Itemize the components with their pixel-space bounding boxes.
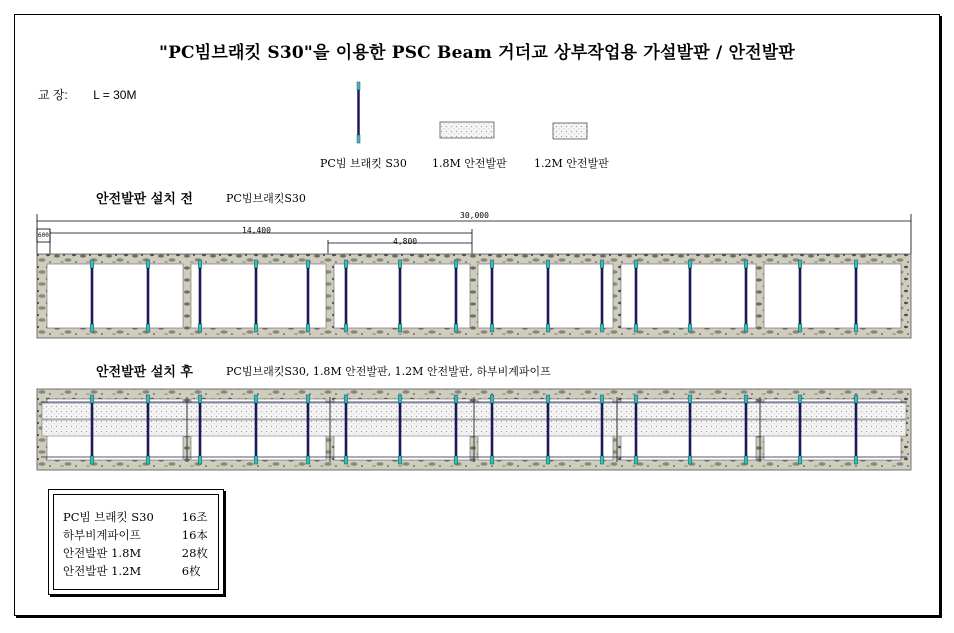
bracket-cap: [688, 324, 692, 332]
girder-opening: [47, 264, 183, 328]
bracket-cap: [198, 260, 202, 268]
bracket-cap: [146, 324, 150, 332]
bracket-cap: [634, 260, 638, 268]
bracket-cap: [854, 395, 858, 403]
bracket-cap: [90, 324, 94, 332]
qty-item: 안전발판 1.8M: [63, 546, 142, 560]
bracket-cap: [254, 324, 258, 332]
bracket-cap: [798, 260, 802, 268]
drawing-title: "PC빔브래킷 S30"을 이용한 PSC Beam 거더교 상부작업용 가설발판 / 안전발판: [159, 43, 795, 63]
bracket-cap: [744, 324, 748, 332]
legend-platform-12-icon: [553, 123, 587, 139]
bracket-cap: [254, 260, 258, 268]
bracket-cap: [90, 260, 94, 268]
bracket-cap: [306, 395, 310, 403]
after-items: PC빔브래킷S30, 1.8M 안전발판, 1.2M 안전발판, 하부비계파이프: [226, 365, 551, 378]
bracket-cap: [634, 395, 638, 403]
qty-item: PC빔 브래킷 S30: [63, 510, 154, 524]
legend-platform-18-label: 1.8M 안전발판: [432, 157, 507, 170]
bracket-cap: [546, 260, 550, 268]
bracket-cap: [688, 456, 692, 464]
bracket-cap: [546, 324, 550, 332]
bracket-cap: [454, 324, 458, 332]
dim-total: 30,000: [460, 211, 489, 220]
bracket-cap: [146, 456, 150, 464]
bracket-cap: [398, 260, 402, 268]
bracket-cap: [546, 456, 550, 464]
bracket-cap: [688, 260, 692, 268]
bracket-cap: [600, 260, 604, 268]
bracket-cap: [454, 395, 458, 403]
girder-opening: [621, 264, 756, 328]
qty-value: 16조: [181, 510, 208, 524]
qty-item: 안전발판 1.2M: [63, 564, 142, 578]
bracket-cap: [490, 260, 494, 268]
bracket-cap: [344, 395, 348, 403]
span-length-label: 교 장:: [38, 88, 68, 102]
girder-after: [37, 389, 911, 470]
legend-bracket-icon: [357, 82, 360, 143]
girder-opening: [334, 264, 470, 328]
bracket-cap: [854, 324, 858, 332]
bracket-cap: [198, 395, 202, 403]
after-heading: 안전발판 설치 후: [96, 365, 193, 380]
bracket-cap: [198, 456, 202, 464]
bracket-cap: [344, 324, 348, 332]
qty-item: 하부비계파이프: [63, 528, 141, 542]
bracket-cap: [198, 324, 202, 332]
bracket-cap: [798, 324, 802, 332]
bracket-cap: [744, 456, 748, 464]
table-row: [63, 508, 208, 526]
table-row: [63, 562, 208, 580]
span-length-value: L = 30M: [93, 88, 137, 102]
bracket-cap: [306, 456, 310, 464]
bracket-cap: [398, 395, 402, 403]
before-items: PC빔브래킷S30: [226, 192, 306, 205]
bracket-cap: [546, 395, 550, 403]
bracket-cap: [634, 456, 638, 464]
qty-value: 28枚: [181, 546, 208, 560]
bracket-cap: [398, 324, 402, 332]
girder-opening: [764, 264, 901, 328]
bracket-cap: [854, 456, 858, 464]
qty-value: 16本: [181, 528, 208, 542]
bracket-cap: [146, 260, 150, 268]
bracket-cap: [454, 456, 458, 464]
qty-value: 6枚: [181, 564, 201, 578]
bracket-cap: [90, 456, 94, 464]
bracket-cap: [600, 324, 604, 332]
girder-before: [37, 254, 911, 338]
table-row: [63, 526, 208, 544]
girder-opening: [478, 264, 613, 328]
legend-bracket-label: PC빔 브래킷 S30: [320, 157, 407, 170]
bracket-cap: [146, 395, 150, 403]
bracket-cap: [398, 456, 402, 464]
girder-opening: [191, 264, 326, 328]
bracket-cap: [798, 456, 802, 464]
dim-end: 600: [38, 232, 49, 239]
bracket-cap: [744, 260, 748, 268]
bracket-cap: [254, 456, 258, 464]
before-heading: 안전발판 설치 전: [96, 192, 193, 207]
dim-bay: 4,800: [393, 237, 418, 246]
dim-mid: 14,400: [242, 226, 271, 235]
bracket-cap: [744, 395, 748, 403]
bracket-cap: [90, 395, 94, 403]
bracket-cap: [490, 456, 494, 464]
bracket-cap: [306, 260, 310, 268]
legend-platform-18-icon: [440, 122, 494, 138]
bracket-cap: [254, 395, 258, 403]
dimension-lines: [37, 214, 911, 254]
quantity-table: [63, 508, 208, 580]
bracket-cap: [490, 324, 494, 332]
quantity-table-box: [48, 489, 224, 595]
bracket-cap: [454, 260, 458, 268]
bracket-cap: [344, 260, 348, 268]
bracket-cap: [854, 260, 858, 268]
bracket-cap: [688, 395, 692, 403]
bracket-cap: [306, 324, 310, 332]
bracket-cap: [600, 395, 604, 403]
table-row: [63, 544, 208, 562]
bracket-cap: [798, 395, 802, 403]
legend-platform-12-label: 1.2M 안전발판: [534, 157, 609, 170]
bracket-cap: [344, 456, 348, 464]
bracket-cap: [634, 324, 638, 332]
bracket-cap: [600, 456, 604, 464]
bracket-cap: [490, 395, 494, 403]
